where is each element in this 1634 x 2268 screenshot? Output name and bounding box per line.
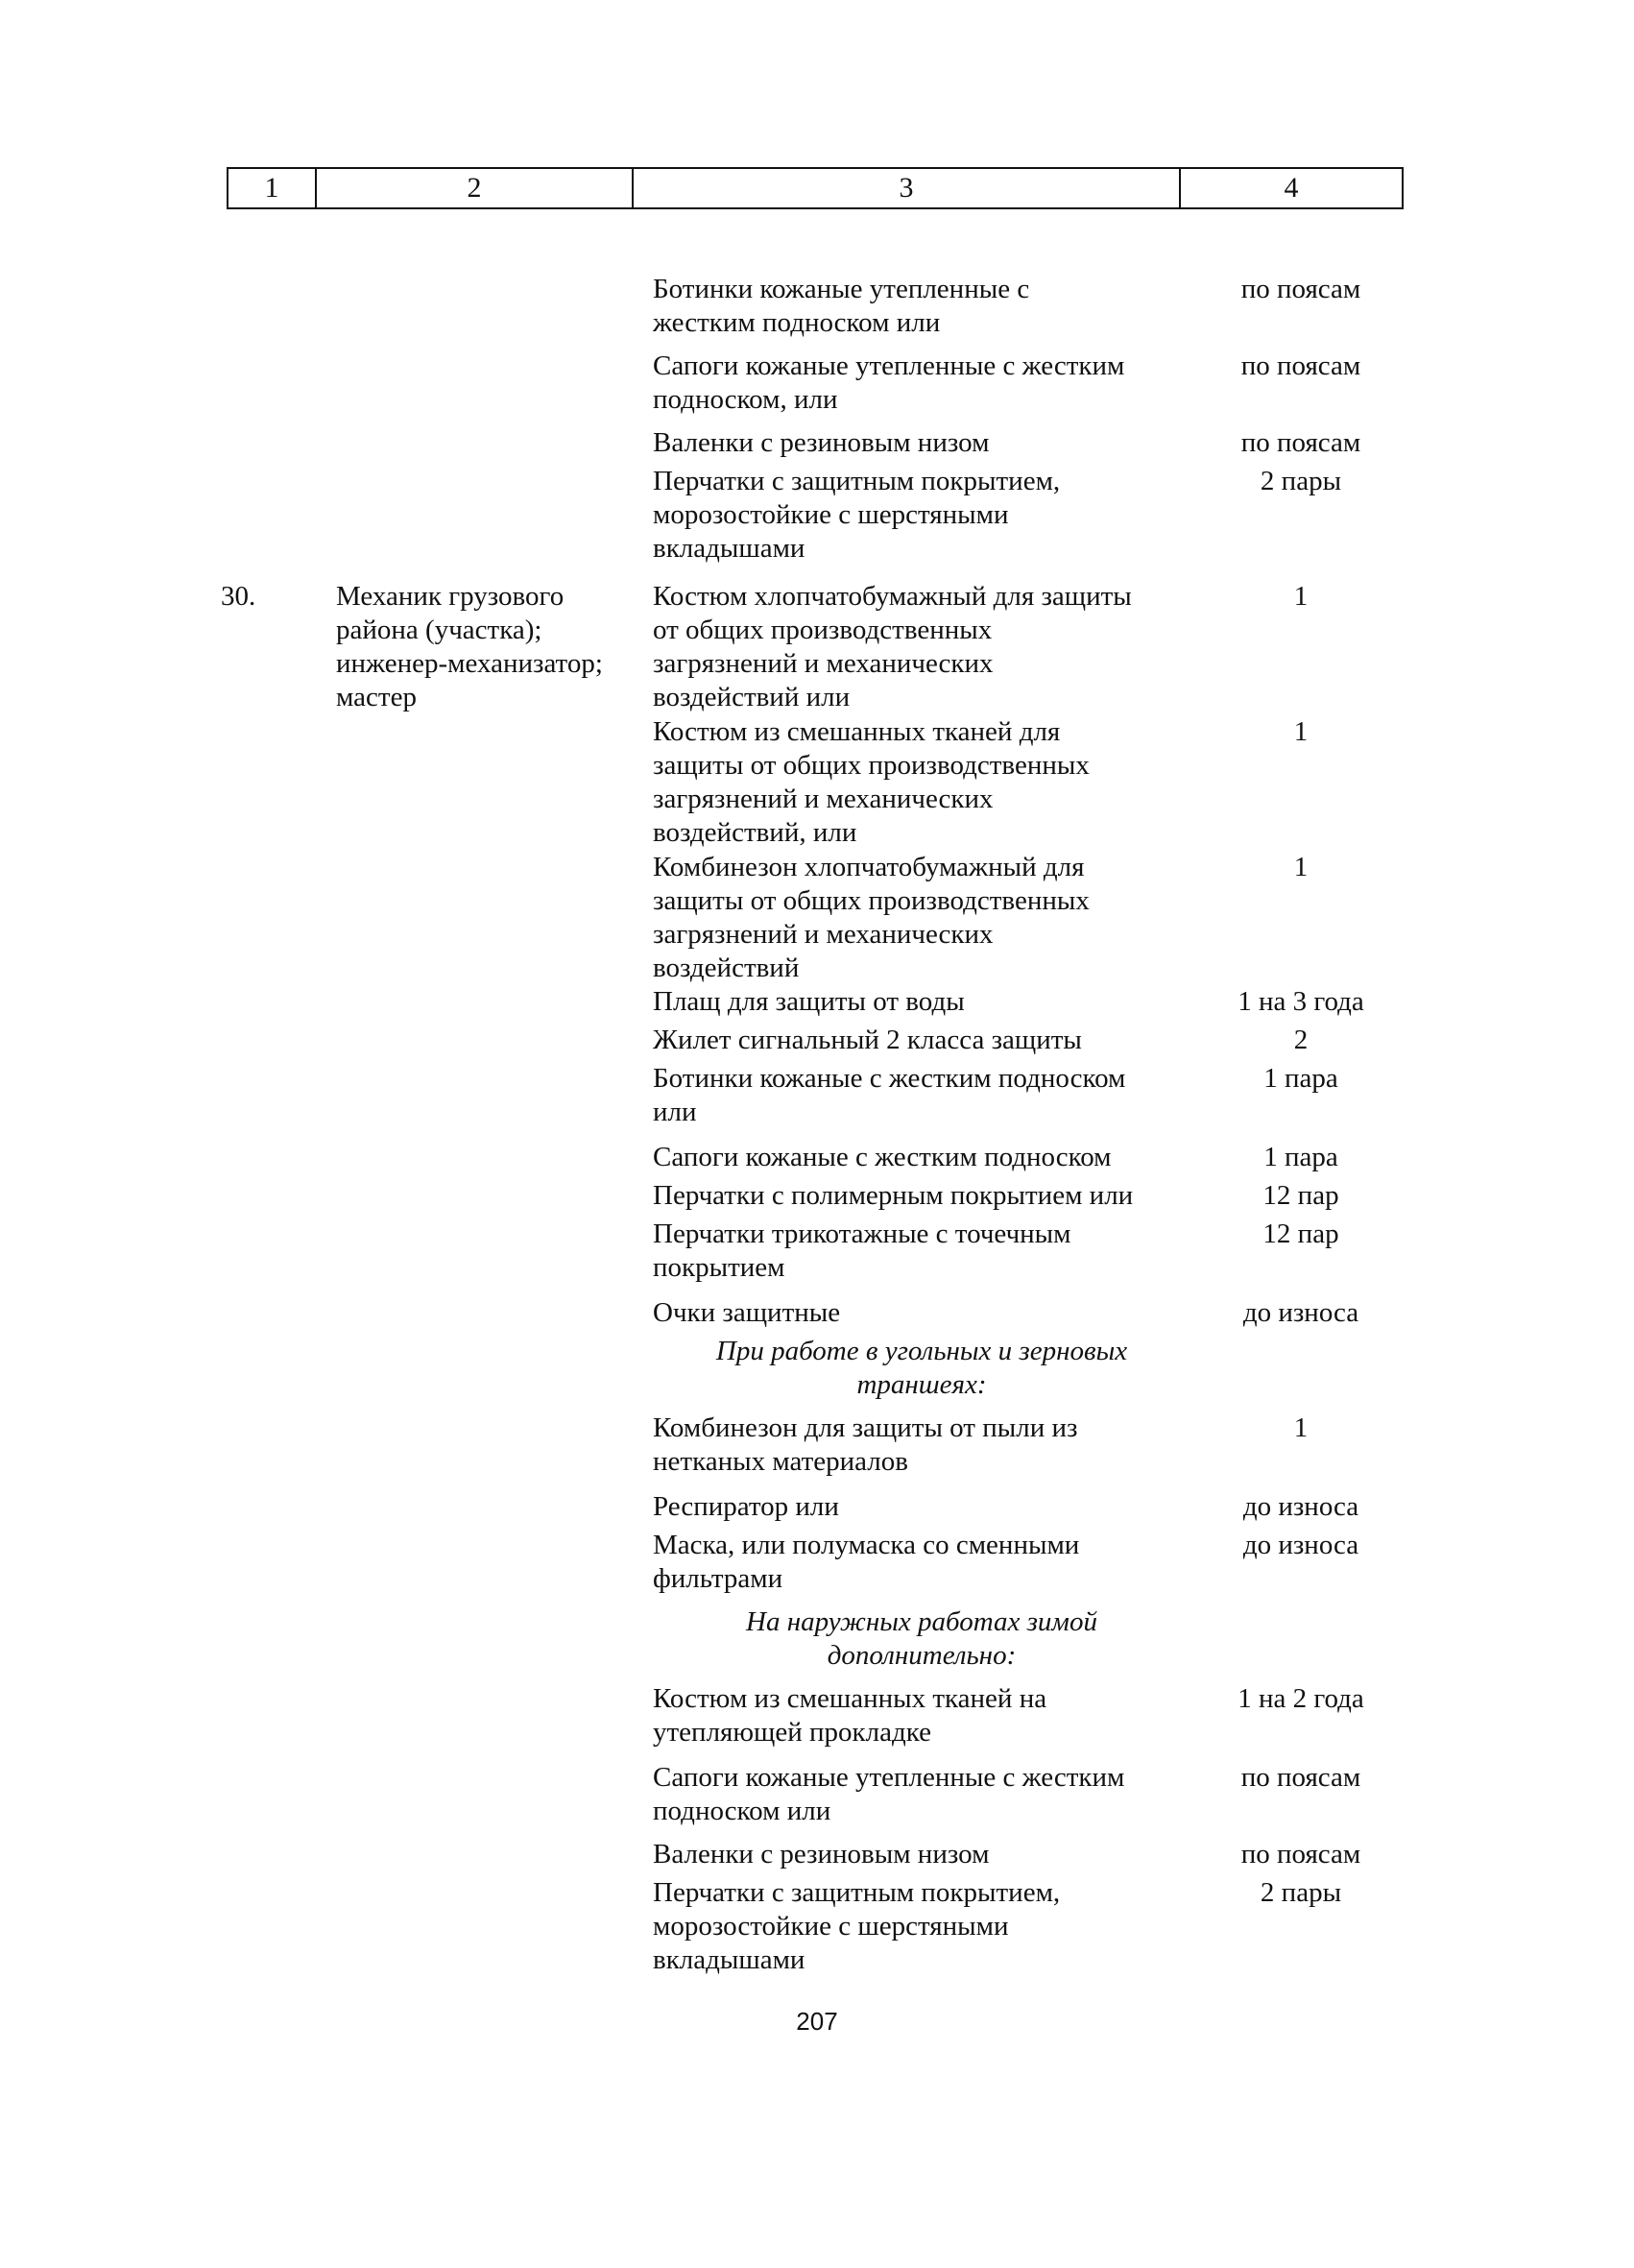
table-header [227,167,1404,209]
header-col-1: 1 [228,169,317,207]
item-name: Очки защитные [653,1297,841,1328]
item-qty: до износа [1242,1530,1359,1560]
item-name: Костюм из смешанных тканей на утепляющей прокладке [653,1683,1047,1748]
section-note: На наружных работах зимой дополнительно: [746,1606,1097,1671]
item-name: Комбинезон хлопчатобумажный для защиты от общих производственных загрязнений и механических воздействий [653,852,1090,983]
item-name: Костюм из смешанных тканей для защиты от общих производственных загрязнений и механических воздействий, или [653,716,1090,848]
item-qty: 12 пар [1262,1180,1339,1211]
item-name: Перчатки трикотажные с точечным покрытием [653,1218,1071,1283]
row-number: 30. [221,581,256,612]
item-name: Перчатки с полимерным покрытием или [653,1180,1134,1211]
page-number: 207 [796,2007,838,2036]
item-name: Комбинезон для защиты от пыли из нетканых материалов [653,1412,1078,1477]
item-qty: 1 на 3 года [1238,986,1364,1017]
item-name: Перчатки с защитным покрытием, морозостойкие с шерстяными вкладышами [653,466,1061,564]
header-col-2: 2 [317,169,634,207]
header-col-4: 4 [1284,172,1299,204]
item-name: Респиратор или [653,1491,839,1522]
item-qty: 2 пары [1260,466,1342,496]
item-name: Костюм хлопчатобумажный для защиты от общих производственных загрязнений и механических воздействий или [653,581,1132,712]
item-qty: по поясам [1240,274,1361,304]
section-note: При работе в угольных и зерновых траншеях: [715,1336,1128,1400]
item-name: Сапоги кожаные утепленные с жестким подноском или [653,1762,1125,1826]
item-qty: 1 на 2 года [1238,1683,1364,1714]
item-qty: по поясам [1240,1839,1361,1870]
item-qty: 1 пара [1263,1142,1338,1172]
item-qty: 2 пары [1260,1877,1342,1908]
item-name: Сапоги кожаные с жестким подноском [653,1142,1112,1172]
item-qty: 1 [1293,581,1309,612]
item-name: Валенки с резиновым низом [653,1839,990,1870]
item-name: Ботинки кожаные с жестким подноском или [653,1063,1126,1127]
item-qty: до износа [1242,1297,1359,1328]
row-position: Механик грузового района (участка); инженер-механизатор; мастер [336,581,603,712]
item-qty: 12 пар [1262,1218,1339,1249]
header-col-3: 3 [634,169,1181,207]
item-qty: 1 [1293,1412,1309,1443]
item-name: Маска, или полумаска со сменными фильтрами [653,1530,1080,1594]
item-name: Ботинки кожаные утепленные с жестким подноском или [653,274,1030,338]
item-name: Перчатки с защитным покрытием, морозостойкие с шерстяными вкладышами [653,1877,1061,1975]
item-qty: по поясам [1240,1762,1361,1793]
item-qty: до износа [1242,1491,1359,1522]
item-name: Валенки с резиновым низом [653,427,990,458]
item-name: Сапоги кожаные утепленные с жестким подноском, или [653,350,1125,415]
item-qty: по поясам [1240,350,1361,381]
item-name: Жилет сигнальный 2 класса защиты [653,1025,1082,1055]
item-name: Плащ для защиты от воды [653,986,965,1017]
item-qty: 1 [1293,716,1309,747]
item-qty: 1 [1293,852,1309,882]
item-qty: 2 [1293,1025,1309,1055]
item-qty: по поясам [1240,427,1361,458]
item-qty: 1 пара [1263,1063,1338,1094]
